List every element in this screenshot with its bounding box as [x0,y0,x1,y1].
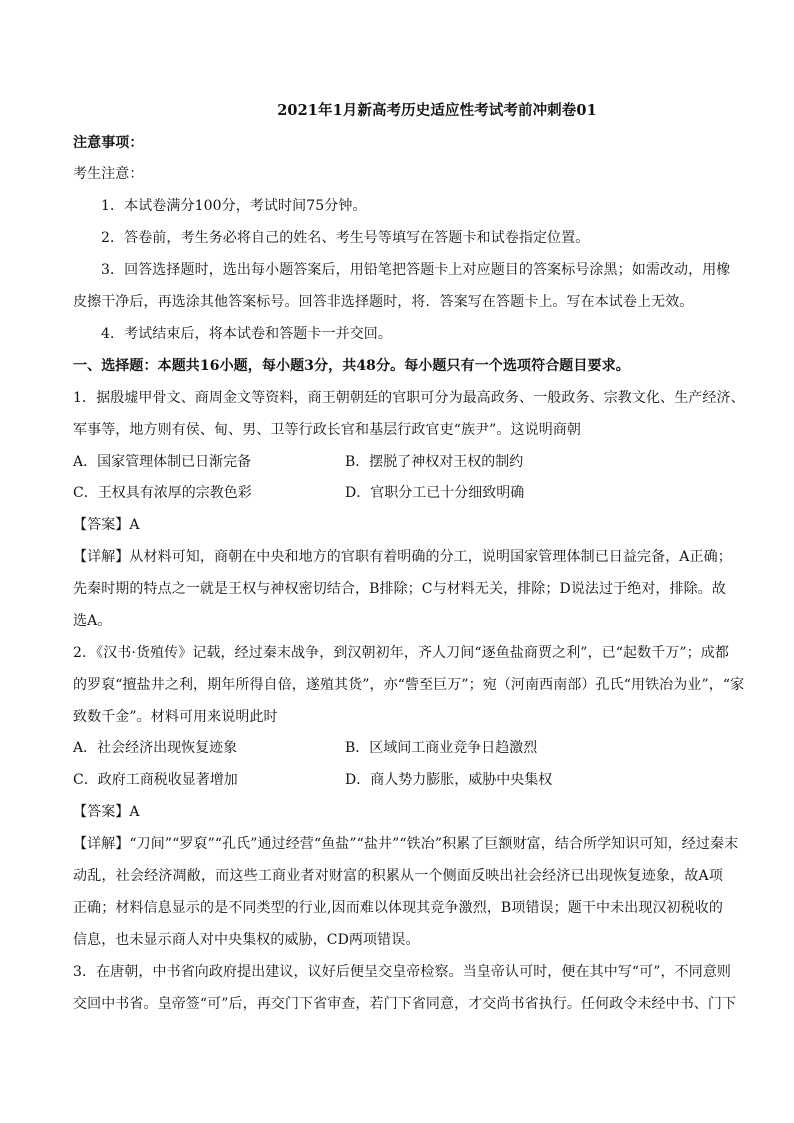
question-2-option-b: B．区域间工商业竞争日趋激烈 [345,740,538,756]
question-2-explanation: 信息，也未显示商人对中央集权的威胁，CD两项错误。 [73,932,420,948]
question-3-stem: 交回中书省。皇帝签“可”后，再交门下省审查，若门下省同意，才交尚书省执行。任何政令未经中书、门下 [73,996,737,1012]
notice-item-continued: 皮擦干净后，再选涂其他答案标号。回答非选择题时，将．答案写在答题卡上。写在本试卷上无效。 [73,294,694,310]
question-1-option-a: A．国家管理体制已日渐完备 [73,454,252,470]
notice-heading: 注意事项： [73,135,144,151]
question-2-explanation: 动乱，社会经济凋敝，而这些工商业者对财富的积累从一个侧面反映出社会经济已出现恢复迹象，故A项 [73,868,723,884]
question-1-answer: 【答案】A [73,517,140,533]
section-heading: 一、选择题：本题共16小题，每小题3分，共48分。每小题只有一个选项符合题目要求。 [73,358,630,374]
question-1-stem: 军事等，地方则有侯、甸、男、卫等行政长官和基层行政官吏“族尹”。这说明商朝 [73,422,582,438]
notice-item: 1．本试卷满分100分，考试时间75分钟。 [101,198,367,214]
page-title: 2021年1月新高考历史适应性考试考前冲刺卷01 [277,102,597,119]
question-2-stem: 2．《汉书·货殖传》记载，经过秦末战争，到汉朝初年，齐人刀间“逐鱼盐商贾之利”，已“起数千万”；成都 [73,645,729,661]
notice-item: 3．回答选择题时，选出每小题答案后，用铅笔把答题卡上对应题目的答案标号涂黑；如需改动，用橡 [101,262,731,278]
question-2-explanation: 【详解】“刀间”“罗裒”“孔氏”通过经营“鱼盐”“盐井”“铁冶”积累了巨额财富，结合所学知识可知，经过秦末 [73,836,739,852]
question-2-stem: 的罗裒“擅盐井之利，期年所得自倍，遂殖其货”，亦“訾至巨万”；宛（河南西南部）孔氏“用铁冶为业”，“家 [73,677,745,693]
question-2-option-c: C．政府工商税收显著增加 [73,772,238,788]
question-1-option-c: C．王权具有浓厚的宗教色彩 [73,485,252,501]
question-1-option-d: D．官职分工已十分细致明确 [345,485,525,501]
question-2-explanation: 正确；材料信息显示的是不同类型的行业,因而难以体现其竞争激烈，B项错误；题干中未出现汉初税收的 [73,900,723,916]
question-2-option-a: A．社会经济出现恢复迹象 [73,740,238,756]
question-1-stem: 1．据殷墟甲骨文、商周金文等资料，商王朝朝廷的官职可分为最高政务、一般政务、宗教文化、生产经济、 [73,390,745,406]
notice-item: 4．考试结束后，将本试卷和答题卡一并交回。 [101,326,393,342]
question-2-option-d: D．商人势力膨胀，威胁中央集权 [345,772,553,788]
question-1-option-b: B．摆脱了神权对王权的制约 [345,454,524,470]
question-2-answer: 【答案】A [73,804,140,820]
notice-intro: 考生注意： [73,166,144,182]
question-1-explanation: 【详解】从材料可知，商朝在中央和地方的官职有着明确的分工，说明国家管理体制已日益完备，A正确； [73,549,732,565]
question-2-stem: 致数千金”。材料可用来说明此时 [73,709,278,725]
question-3-stem: 3．在唐朝，中书省向政府提出建议，议好后便呈交皇帝检察。当皇帝认可时，便在其中写“可”，不同意则 [73,964,732,980]
notice-item: 2．答卷前，考生务必将自己的姓名、考生号等填写在答题卡和试卷指定位置。 [101,230,590,246]
question-1-explanation: 先秦时期的特点之一就是王权与神权密切结合，B排除；C与材料无关，排除；D说法过于绝对，排除。故 [73,581,726,597]
question-1-explanation: 选A。 [73,613,112,629]
